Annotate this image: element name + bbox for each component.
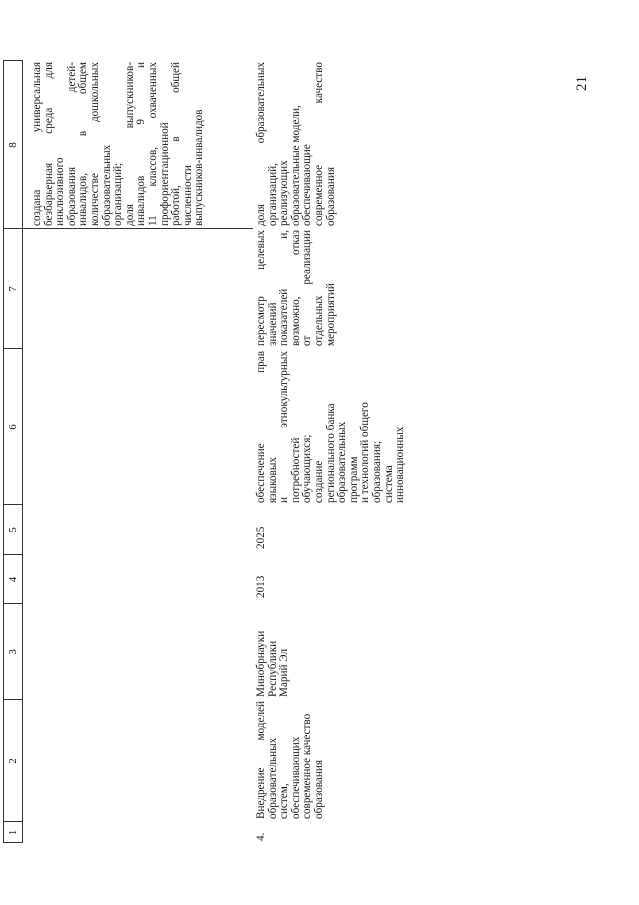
header-col-8: 8 — [7, 142, 19, 148]
col8-line: современное качество — [312, 62, 325, 226]
col7-line: возможно, отказ — [289, 230, 302, 346]
row4-col7 — [256, 230, 337, 346]
row4-col4: 2013 — [255, 575, 267, 598]
col8-line: доля образовательных — [255, 62, 267, 226]
col6-line: и технологий общего — [359, 402, 372, 503]
header-col-5: 5 — [7, 527, 19, 533]
prev-col8-line: создана универсальная — [31, 62, 43, 226]
col6-line: создание — [312, 460, 325, 503]
col6-line: регионального банка — [324, 403, 337, 503]
prev-col8-line: инвалидов 9 и — [135, 62, 148, 226]
col6-line: программ — [347, 456, 360, 503]
prev-row-col8 — [32, 62, 206, 226]
col7-line: значений — [266, 302, 279, 346]
prev-col8-line: инвалидов, в общем — [77, 62, 90, 226]
col8-line: реализующих — [278, 160, 291, 226]
prev-col8-line: численности — [181, 165, 194, 226]
col6-line: образовательных — [336, 421, 349, 503]
column-border-extended — [3, 228, 253, 229]
prev-col8-line: инклюзивного — [54, 157, 67, 226]
col6-line: инновационных — [394, 426, 407, 503]
col6-line: система — [382, 465, 395, 503]
prev-col8-line: количестве дошкольных — [88, 62, 101, 226]
col2-line: образовательных — [266, 737, 279, 819]
row4-col5: 2025 — [255, 526, 267, 549]
row4-col3 — [256, 605, 291, 697]
col6-line: языковых — [266, 457, 279, 503]
table-header-bottom-border — [22, 61, 23, 843]
prev-col8-line: доля выпускников- — [123, 62, 136, 226]
header-col-2: 2 — [7, 758, 19, 764]
col2-line: систем, — [278, 783, 291, 819]
col2-line: образования — [312, 759, 325, 819]
prev-col8-line: организаций; — [112, 162, 125, 226]
col7-line: пересмотр целевых — [255, 230, 267, 346]
col7-line: мероприятий — [324, 283, 337, 346]
col7-line: показателей и, — [278, 230, 291, 346]
header-col-4: 4 — [7, 576, 19, 583]
prev-col8-line: образования детей- — [65, 62, 78, 226]
col8-line: образования — [324, 166, 337, 226]
prev-col8-line: образовательных — [100, 144, 113, 226]
row4-col6 — [256, 351, 407, 503]
col6-line: обучающихся; — [301, 434, 314, 503]
col2-line: обеспечивающих — [289, 736, 302, 819]
header-col-1: 1 — [7, 829, 19, 836]
prev-col8-line: выпускников-инвалидов — [193, 109, 206, 226]
row4-col2 — [256, 701, 326, 819]
prev-col8-line: работой, в общей — [170, 62, 183, 226]
row4-num: 4. — [255, 832, 267, 841]
header-col-6: 6 — [7, 424, 19, 430]
row4-col8 — [256, 62, 337, 226]
page-number: 21 — [574, 76, 590, 91]
prev-col8-line: профориентационной — [158, 122, 171, 226]
col6-line: потребностей — [289, 437, 302, 503]
prev-col8-line: 11 классов, охваченных — [146, 62, 159, 226]
header-col-7: 7 — [7, 286, 19, 292]
col3-line: Республики — [266, 640, 279, 697]
col8-line: обеспечивающие — [301, 144, 314, 226]
col7-line: от реализации — [301, 230, 314, 346]
col3-line: Марий Эл — [278, 648, 291, 697]
header-col-3: 3 — [7, 649, 19, 655]
col2-line: Внедрение моделей — [255, 701, 267, 819]
col8-line: организаций, — [266, 163, 279, 226]
col6-line: образования; — [370, 440, 383, 503]
col6-line: обеспечение прав — [255, 351, 267, 503]
col6-line: и этнокультурных — [278, 351, 291, 503]
col3-line: Минобрнауки — [255, 630, 267, 697]
col8-line: образовательные модели, — [289, 105, 302, 226]
col2-line: современное качество — [301, 713, 314, 819]
prev-col8-line: безбарьерная среда для — [42, 62, 55, 226]
col7-line: отдельных — [312, 295, 325, 346]
